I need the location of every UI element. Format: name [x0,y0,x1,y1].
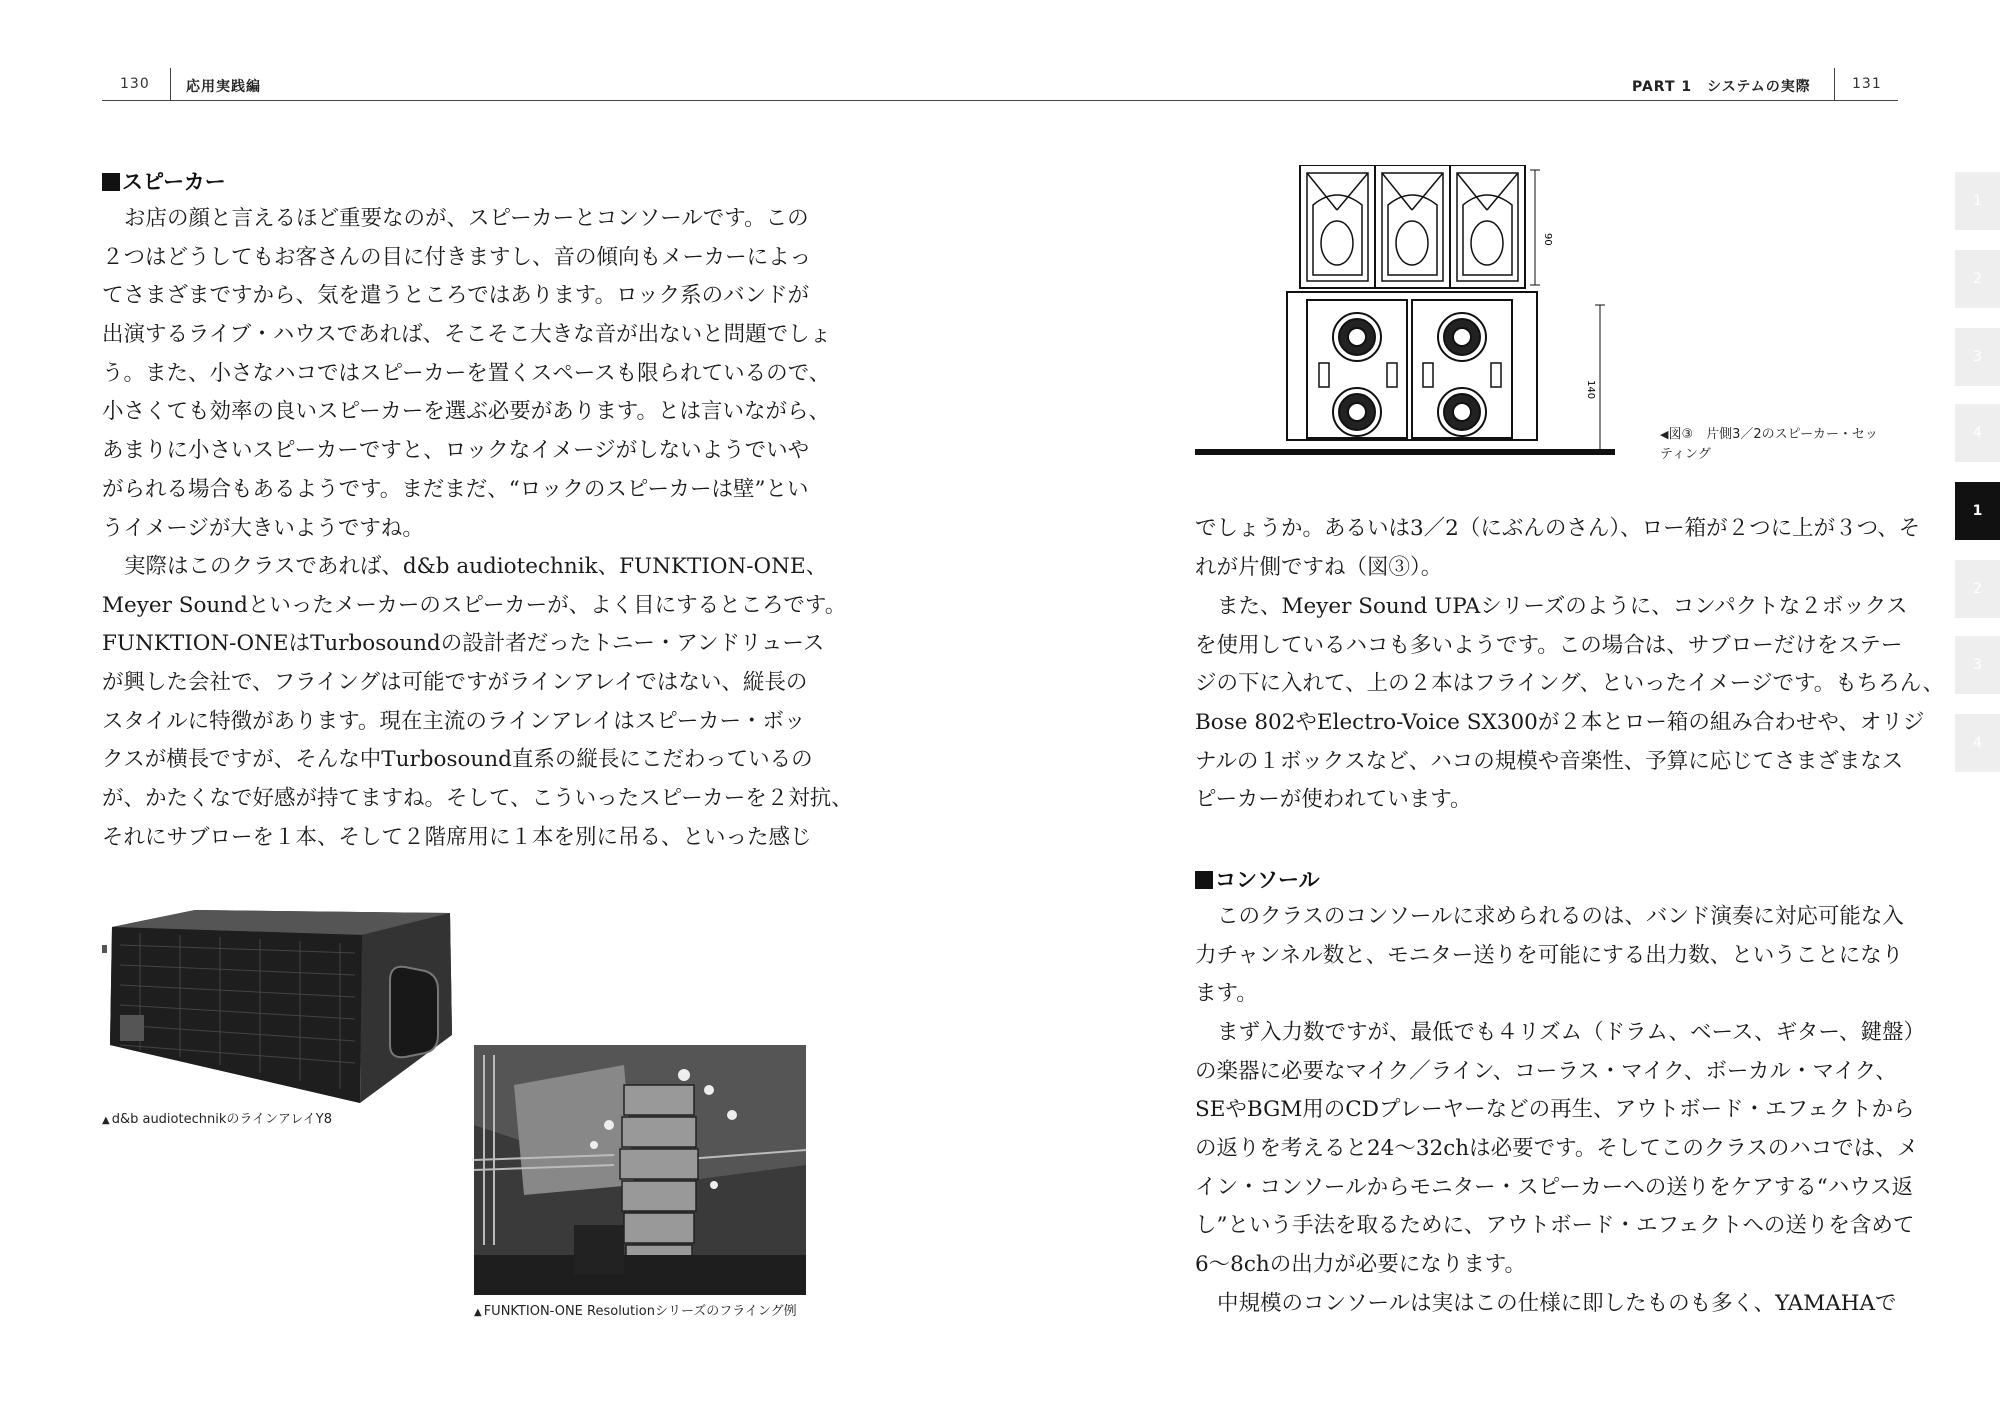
square-bullet-icon [102,173,120,191]
speaker-paragraph-2: 実際はこのクラスであれば、d&b audiotechnik、FUNKTION-ONE、 Meyer Soundといったメーカーのスピーカーが、よく目にするところです。 FUNKTION-ONEはTurbosoundの設計者だったトニー・アンドリュース が興した会社で、フライングは可能ですがラインアレイではない、縦長の スタイルに特徴があります。現在主流のラインアレイはスピーカー・ボッ クスが横長ですが、そんな中Turbosound直系の縦長にこだわっているの が、かたくなで好感が持てますね。そして、こういったスピーカーを２対抗、 それにサブローを１本、そして２階席用に１本を別に吊る、といった感じ [102,554,853,850]
header-rule [102,100,1898,101]
header-separator [1834,68,1835,100]
funktion-one-flying-photo [474,1045,806,1295]
chapter-tab[interactable]: 3 [1955,328,2000,386]
line-array-caption: ▲ d&b audiotechnikのラインアレイY8 [102,1112,333,1127]
right-page-number: 131 [1852,76,1882,92]
triangle-up-icon: ▲ [102,1115,110,1126]
line-array-speaker-photo [100,905,455,1105]
console-paragraph-2: まず入力数ですが、最低でも４リズム（ドラム、ベース、ギター、鍵盤） の楽器に必要なマイク／ライン、コーラス・マイク、ボーカル・マイク、 SEやBGM用のCDプレーヤーなどの再生、アウトボード・エフェクトから の返りを考えると24〜32chは必要です。そしてこのクラスのハコでは、メ イン・コンソールからモニター・スピーカーへの送りをケアする“ハウス返 し”という手法を取るために、アウトボード・エフェクトへの送りを含めて 6〜8chの出力が必要になります。 [1195,1020,1925,1278]
dimension-upper: 90 [1542,233,1553,246]
right-part-title: PART 1 システムの実際 [1632,79,1811,95]
chapter-tab[interactable]: 2 [1955,560,2000,618]
speaker-paragraph-1: お店の顔と言えるほど重要なのが、スピーカーとコンソールです。この ２つはどうしてもお客さんの目に付きますし、音の傾向もメーカーによっ てさまざまですから、気を遣うところではあります。ロック系のバンドが 出演するライブ・ハウスであれば、そこそこ大きな音が出ないと問題でしょ う。また、小さなハコではスピーカーを置くスペースも限られているので、 小さくても効率の良いスピーカーを選ぶ必要があります。とは言いながら、 あまりに小さいスピーカーですと、ロックなイメージがしないようでいや がられる場合もあるようです。まだまだ、“ロックのスピーカーは壁”とい うイメージが大きいようですね。 [102,206,832,541]
speaker-paragraph-3: でしょうか。あるいは3／2（にぶんのさん）、ロー箱が２つに上が３つ、そ れが片側ですね（図③）。 [1195,516,1921,580]
left-page-number: 130 [120,76,150,92]
triangle-up-icon: ▲ [474,1307,482,1318]
console-paragraph-3: 中規模のコンソールは実はこの仕様に即したものも多く、YAMAHAで [1217,1291,1897,1316]
chapter-tab[interactable]: 4 [1955,404,2000,462]
square-bullet-icon [1195,871,1213,889]
triangle-left-icon: ◀ [1660,428,1669,441]
left-page-title: 応用実践編 [186,79,261,95]
funktion-one-caption: ▲ FUNKTION-ONE Resolutionシリーズのフライング例 [474,1304,797,1319]
chapter-tab[interactable]: 2 [1955,250,2000,308]
section-heading-console: コンソール [1195,864,1320,894]
speaker-paragraph-4: また、Meyer Sound UPAシリーズのように、コンパクトな２ボックス を使用しているハコも多いようです。この場合は、サブローだけをステー ジの下に入れて、上の２本はフライング、といったイメージです。もちろん、 Bose 802やElectro-Voice SX300が２本とロー箱の組み合わせや、オリジ ナルの１ボックスなど、ハコの規模や音楽性、予算に応じてさまざまなス ピーカーが使われています。 [1195,594,1945,813]
console-paragraph-1: このクラスのコンソールに求められるのは、バンド演奏に対応可能な入 力チャンネル数と、モニター送りを可能にする出力数、ということになり ます。 [1195,904,1904,1007]
chapter-tab-active[interactable]: 1 [1955,482,2000,540]
header-separator [170,68,171,100]
section-heading-speaker: スピーカー [102,166,226,196]
chapter-tab[interactable]: 3 [1955,636,2000,694]
figure-3-caption: ◀図③ 片側3／2のスピーカー・セッ ティング [1660,427,1878,462]
dimension-lower: 140 [1585,380,1596,400]
chapter-tab[interactable]: 4 [1955,714,2000,772]
chapter-tab[interactable]: 1 [1955,172,2000,230]
figure-3-speaker-setting-diagram [1195,165,1615,465]
